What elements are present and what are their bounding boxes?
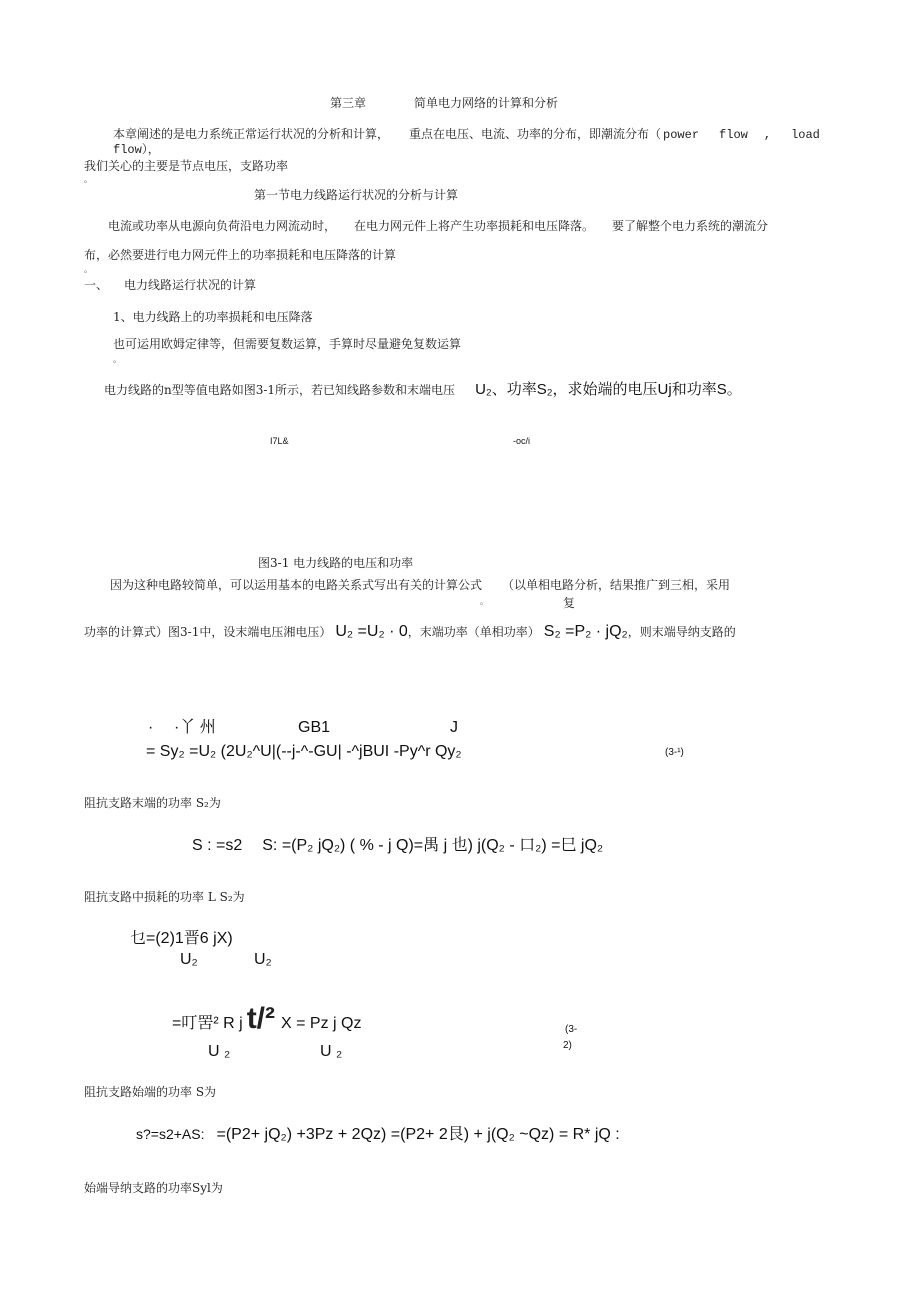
formula: U₂ =U₂ · 0 <box>335 623 408 640</box>
chapter-title: 简单电力网络的计算和分析 <box>414 96 559 110</box>
paragraph: 在电力网元件上将产生功率损耗和电压降落。 <box>354 219 595 233</box>
intro-term: load <box>791 128 820 142</box>
figure-caption: 图3-1 电力线路的电压和功率 <box>258 556 414 570</box>
paragraph: 阻抗支路中损耗的功率 L S₂为 <box>84 890 245 904</box>
heading-line <box>84 278 256 292</box>
intro-text: 本章阐述的是电力系统正常运行状况的分析和计算， <box>113 127 390 141</box>
heading: 电力线路运行状况的计算 <box>124 278 257 292</box>
figure-label: I7L& <box>270 436 289 446</box>
figure-label: -oc/i <box>513 436 531 446</box>
paragraph: （以单相电路分析，结果推广到三相，采用 <box>502 578 731 592</box>
paragraph: 功率的计算式）图3-1中，设末端电压湘电压） <box>84 625 332 639</box>
paragraph: ，末端功率（单相功率） <box>407 625 540 639</box>
chapter-heading <box>330 96 558 110</box>
paragraph: 复 <box>563 596 576 610</box>
equation: 乜=(2)1晋6 jX) <box>130 930 233 947</box>
intro-line <box>113 127 820 142</box>
period: 。 <box>84 265 92 274</box>
paragraph: 布，必然要进行电力网元件上的功率损耗和电压降落的计算 <box>84 248 397 262</box>
paragraph: 电流或功率从电源向负荷沿电力网流动时， <box>108 219 337 233</box>
paragraph: 也可运用欧姆定律等，但需要复数运算，手算时尽量避免复数运算 <box>113 337 462 351</box>
paragraph: 因为这种电路较简单，可以运用基本的电路关系式写出有关的计算公式 <box>110 578 483 592</box>
equation-number: (3-¹) <box>665 747 684 758</box>
intro-term: , <box>763 128 772 142</box>
eq1-top: ·丫 州 <box>174 719 216 736</box>
chapter-number: 第三章 <box>330 96 367 110</box>
equation-denominator: U ₂ <box>320 1043 343 1060</box>
equation: =(P2+ jQ₂) +3Pz + 2Qz) =(P2+ 2艮) + j(Q₂ ~Qz) = R* jQ : <box>216 1126 620 1143</box>
equation-number: 2) <box>563 1040 572 1051</box>
formula: S₂ =P₂ · jQ₂ <box>543 623 628 640</box>
equation-number: (3- <box>565 1024 578 1035</box>
intro-text: 重点在电压、电流、功率的分布，即潮流分布（ <box>409 127 662 141</box>
paragraph: 始端导纳支路的功率Syl为 <box>84 1181 223 1195</box>
paragraph-formula: U₂、功率S₂，求始端的电压Uj和功率S。 <box>475 381 742 398</box>
equation-line <box>136 1125 620 1144</box>
period: 。 <box>113 355 121 364</box>
paragraph: 要了解整个电力系统的潮流分 <box>612 219 769 233</box>
paragraph-line <box>108 219 768 233</box>
eq1-top: GB1 <box>298 719 331 736</box>
intro-term: power <box>663 128 700 142</box>
equation-line <box>192 836 603 855</box>
equation: X = Pz j Qz <box>281 1015 362 1032</box>
period: 。 <box>480 597 488 606</box>
equation: s?=s2+AS: <box>136 1126 205 1142</box>
period: 。 <box>84 175 92 184</box>
equation-3-2 <box>172 1004 361 1034</box>
heading-number: 一、 <box>84 278 109 292</box>
equation: =叮罟² R j <box>172 1015 243 1032</box>
paragraph: ，则末端导纳支路的 <box>627 625 736 639</box>
paragraph-line <box>84 622 736 641</box>
paragraph-line <box>104 381 742 399</box>
intro-term: flow <box>719 128 748 142</box>
eq1-top: · <box>148 719 154 736</box>
paragraph: 电力线路的n型等值电路如图3-1所示，若已知线路参数和末端电压 <box>104 383 456 397</box>
equation: S: =(P₂ jQ₂) ( % - j Q)=禺 j 也) j(Q₂ - 口₂) =巳 jQ₂ <box>262 837 604 854</box>
equation-denominator: U₂ <box>180 951 198 968</box>
equation-denominator: U₂ <box>254 951 272 968</box>
intro-text: flow）， <box>113 143 160 157</box>
intro-text: 我们关心的主要是节点电压，支路功率 <box>84 159 289 173</box>
paragraph-line <box>110 578 730 592</box>
equation-3-1: = Sy₂ =U₂ (2U₂^U|(--j-^-GU| -^jBUI -Py^r Qy₂ <box>146 743 462 760</box>
equation-denominator: U ₂ <box>208 1043 231 1060</box>
subheading: 1、电力线路上的功率损耗和电压降落 <box>113 310 313 324</box>
section-title: 第一节电力线路运行状况的分析与计算 <box>254 188 459 202</box>
equation: S : =s2 <box>192 837 243 854</box>
paragraph: 阻抗支路始端的功率 S为 <box>84 1085 217 1099</box>
paragraph: 阻抗支路末端的功率 S₂为 <box>84 796 221 810</box>
equation-glyph: t/² <box>246 1002 276 1035</box>
eq1-top: J <box>450 719 458 736</box>
